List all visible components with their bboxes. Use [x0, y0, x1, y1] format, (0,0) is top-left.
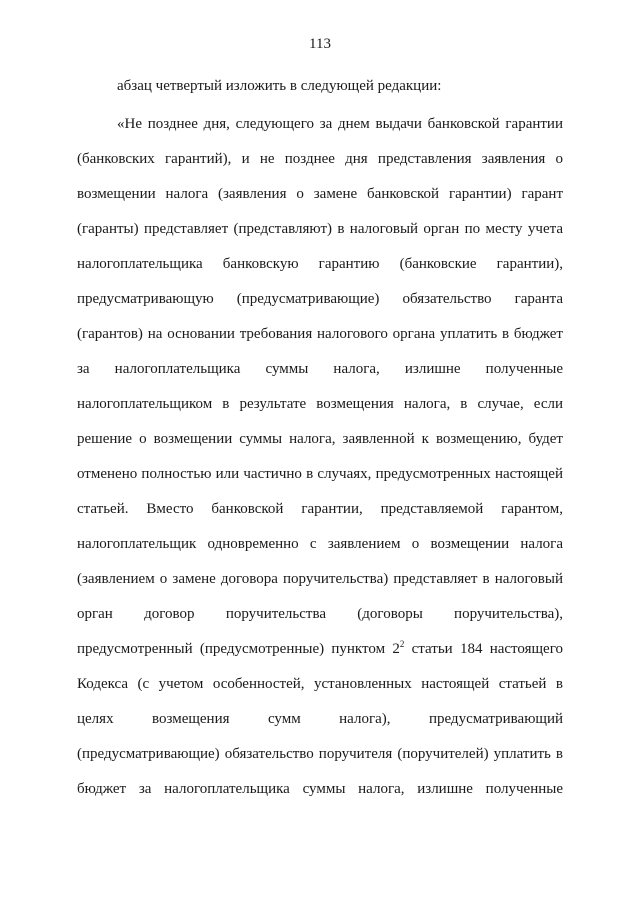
superscript: 2	[399, 639, 405, 649]
page-number: 113	[309, 36, 331, 52]
line-16-before: предусмотренный (предусмотренные) пунктом 2	[77, 641, 400, 657]
body-line-3: возмещении налога (заявления о замене банковской гарантии) гарант	[77, 186, 563, 202]
body-line-15: орган договор поручительства (договоры поручительства),	[77, 606, 563, 622]
body-line-11: отменено полностью или частично в случаях, предусмотренных настоящей	[77, 466, 563, 482]
body-line-6: предусматривающую (предусматривающие) обязательство гаранта	[77, 291, 563, 307]
body-line-9: налогоплательщиком в результате возмещения налога, в случае, если	[77, 396, 563, 412]
body-line-14: (заявлением о замене договора поручительства) представляет в налоговый	[77, 571, 563, 587]
body-line-20: бюджет за налогоплательщика суммы налога, излишне полученные	[77, 781, 563, 797]
body-line-10: решение о возмещении суммы налога, заявленной к возмещению, будет	[77, 431, 563, 447]
body-line-1: «Не позднее дня, следующего за днем выдачи банковской гарантии	[117, 116, 563, 132]
body-line-17: Кодекса (с учетом особенностей, установленных настоящей статьей в	[77, 676, 563, 692]
body-line-7: (гарантов) на основании требования налогового органа уплатить в бюджет	[77, 326, 563, 342]
line-16-after: статьи 184 настоящего	[404, 641, 563, 657]
body-line-4: (гаранты) представляет (представляют) в налоговый орган по месту учета	[77, 221, 563, 237]
body-line-5: налогоплательщика банковскую гарантию (банковские гарантии),	[77, 256, 563, 272]
body-line-12: статьей. Вместо банковской гарантии, представляемой гарантом,	[77, 501, 563, 517]
intro-line: абзац четвертый изложить в следующей редакции:	[117, 78, 442, 94]
body-line-8: за налогоплательщика суммы налога, излишне полученные	[77, 361, 563, 377]
body-line-16	[77, 639, 563, 659]
body-line-19: (предусматривающие) обязательство поручителя (поручителей) уплатить в	[77, 746, 563, 762]
body-line-2: (банковских гарантий), и не позднее дня представления заявления о	[77, 151, 563, 167]
body-line-13: налогоплательщик одновременно с заявлением о возмещении налога	[77, 536, 563, 552]
body-line-18: целях возмещения сумм налога), предусматривающий	[77, 711, 563, 727]
